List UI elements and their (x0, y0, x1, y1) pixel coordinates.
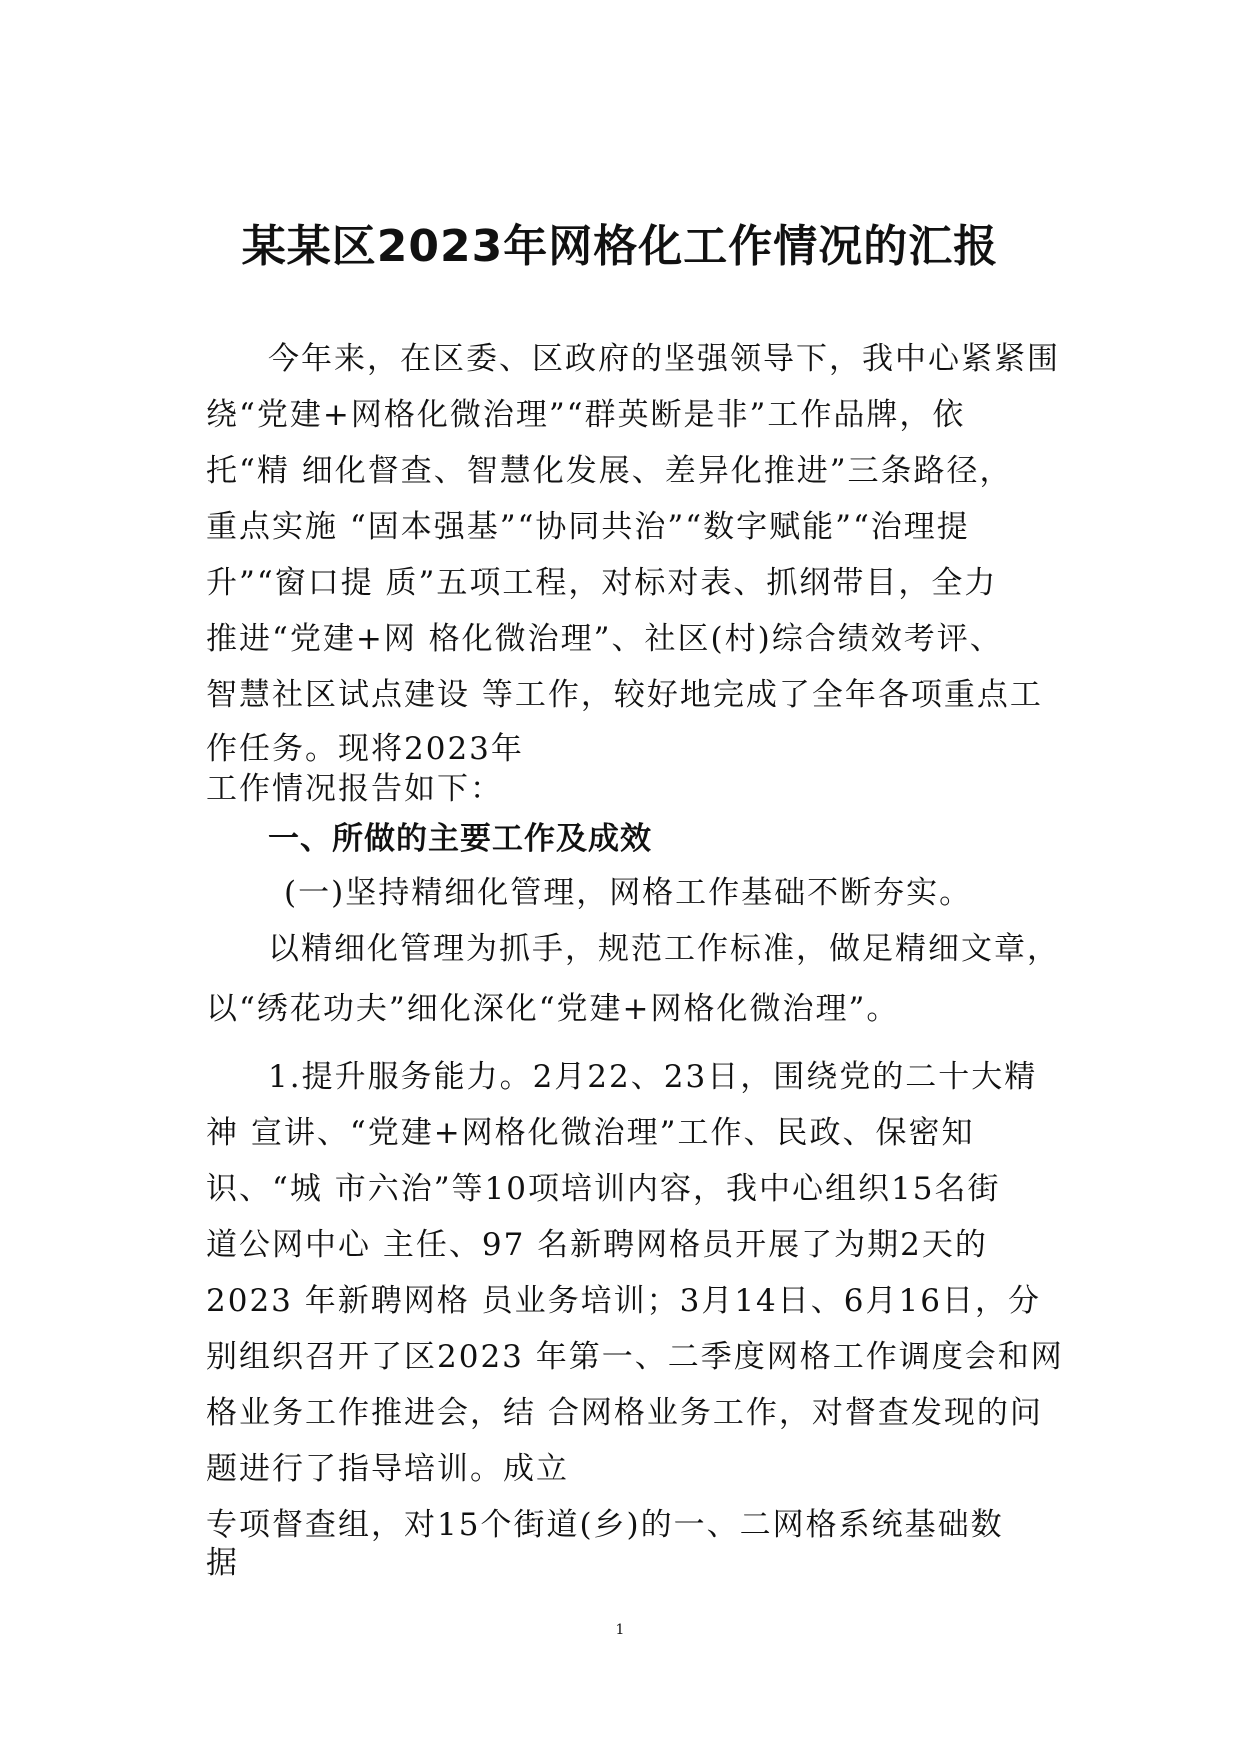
body-line: 道公网中心 主任、97 名新聘网格员开展了为期2天的 (206, 1227, 988, 1263)
body-line: 重点实施 “固本强基”“协同共治”“数字赋能”“治理提 (206, 509, 970, 545)
document-title: 某某区2023年网格化工作情况的汇报 (241, 221, 999, 272)
page-number: 1 (615, 1622, 625, 1638)
body-line: 以“绣花功夫”细化深化“党建+网格化微治理”。 (206, 991, 900, 1027)
body-line: 升”“窗口提 质”五项工程，对标对表、抓纲带目，全力 (206, 565, 998, 601)
body-line: 1.提升服务能力。2月22、23日，围绕党的二十大精 (268, 1059, 1038, 1095)
body-line: 托“精 细化督查、智慧化发展、差异化推进”三条路径， (206, 453, 1013, 489)
body-line: 据 (206, 1545, 239, 1581)
body-line: 神 宣讲、“党建+网格化微治理”工作、民政、保密知 (206, 1115, 975, 1151)
body-line: 格业务工作推进会，结 合网格业务工作，对督查发现的问 (206, 1395, 1043, 1431)
body-line: 智慧社区试点建设 等工作，较好地完成了全年各项重点工 (206, 677, 1043, 713)
section-heading: 一、所做的主要工作及成效 (268, 821, 652, 857)
body-line: 专项督查组，对15个街道(乡)的一、二网格系统基础数 (206, 1507, 1004, 1543)
body-line: 推进“党建+网 格化微治理”、社区(村)综合绩效考评、 (206, 621, 1003, 657)
body-line: 绕“党建+网格化微治理”“群英断是非”工作品牌，依 (206, 397, 966, 433)
body-line: 以精细化管理为抓手，规范工作标准，做足精细文章， (268, 931, 1060, 967)
body-line: 别组织召开了区2023 年第一、二季度网格工作调度会和网 (206, 1339, 1064, 1375)
body-line: 今年来，在区委、区政府的坚强领导下，我中心紧紧围 (268, 341, 1060, 377)
body-line: 2023 年新聘网格 员业务培训；3月14日、6月16日，分 (206, 1283, 1041, 1319)
body-line: 题进行了指导培训。成立 (206, 1451, 569, 1487)
body-line: 识、“城 市六治”等10项培训内容，我中心组织15名街 (206, 1171, 1001, 1207)
body-line: 工作情况报告如下： (206, 771, 503, 807)
subsection-heading: (一)坚持精细化管理，网格工作基础不断夯实。 (284, 875, 973, 911)
body-line: 作任务。现将2023年 (206, 731, 524, 767)
